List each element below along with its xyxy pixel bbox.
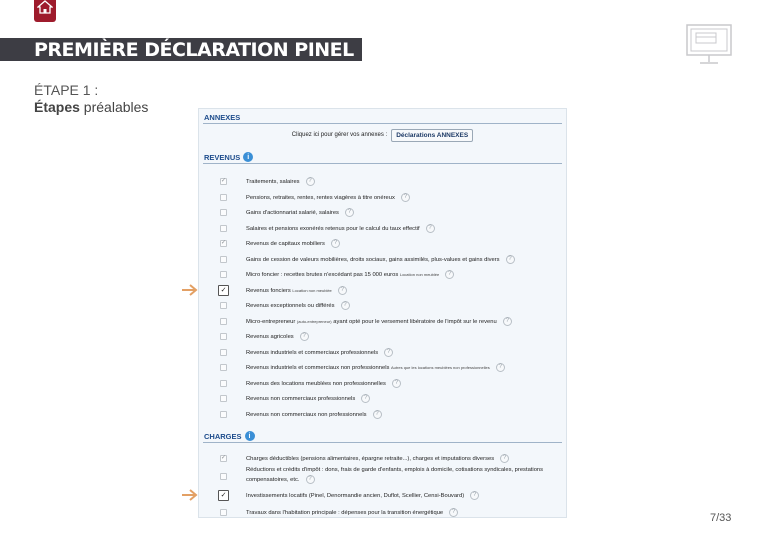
help-icon[interactable]: ? — [306, 475, 315, 484]
item-label-text: Revenus exceptionnels ou différés — [246, 303, 335, 310]
step-title-rest: préalables — [79, 99, 149, 115]
checkbox[interactable] — [220, 473, 227, 480]
checkbox[interactable] — [220, 302, 227, 309]
item-label — [246, 332, 309, 341]
list-item — [199, 205, 566, 220]
item-label-text: Travaux dans l'habitation principale : dépenses pour la transition énergétique — [246, 510, 444, 517]
item-label — [246, 394, 370, 403]
checkbox[interactable] — [220, 194, 227, 201]
help-icon[interactable]: ? — [373, 410, 382, 419]
help-icon[interactable]: ? — [392, 379, 401, 388]
list-item — [199, 190, 566, 205]
item-label-text: Revenus de capitaux mobiliers — [246, 241, 325, 248]
item-label-text: Gains de cession de valeurs mobilières, droits sociaux, gains assimilés, plus-values et gains divers — [246, 256, 500, 263]
list-item — [199, 360, 566, 375]
item-label — [246, 454, 509, 463]
item-label — [246, 255, 515, 264]
checkbox[interactable]: ✓ — [221, 455, 227, 461]
list-item — [199, 391, 566, 406]
item-label — [246, 270, 454, 279]
revenus-title: REVENUS — [204, 152, 241, 162]
help-icon[interactable]: ? — [384, 348, 393, 357]
item-label-text: Revenus non commerciaux non professionnels — [246, 411, 367, 418]
help-icon[interactable]: ? — [445, 270, 454, 279]
item-label-text: ayant opté pour le versement libératoire de l'impôt sur le revenu — [331, 318, 497, 325]
checkbox[interactable] — [220, 395, 227, 402]
help-icon[interactable]: ? — [338, 286, 347, 295]
item-label — [246, 177, 315, 186]
item-label — [246, 301, 350, 310]
help-icon[interactable]: ? — [470, 491, 479, 500]
help-icon[interactable]: ? — [341, 301, 350, 310]
list-item — [199, 505, 566, 518]
help-icon[interactable]: ? — [331, 239, 340, 248]
checkbox[interactable]: ✓ — [221, 240, 227, 246]
step-title-bold: Étapes — [34, 99, 80, 115]
help-icon[interactable]: ? — [345, 208, 354, 217]
checkbox[interactable] — [220, 318, 227, 325]
help-icon[interactable]: ? — [306, 177, 315, 186]
declaration-form — [198, 108, 567, 518]
item-label — [246, 286, 347, 295]
item-label-text: Réductions et crédits d'impôt : dons, frais de garde d'enfants, emplois à domicile, cotisations syndicales, prestations compensatoires, etc. — [246, 467, 544, 484]
charges-title: CHARGES — [204, 431, 242, 441]
help-icon[interactable]: ? — [449, 508, 458, 517]
checkbox[interactable] — [220, 380, 227, 387]
step-title — [34, 99, 148, 115]
list-item — [199, 252, 566, 267]
item-label-text: Micro-entrepreneur — [246, 318, 296, 325]
help-icon[interactable]: ? — [361, 394, 370, 403]
annexes-prompt: Cliquez ici pour gérer vos annexes : — [291, 132, 388, 138]
item-label — [246, 208, 354, 217]
divider — [203, 123, 562, 124]
item-label — [246, 491, 479, 500]
checkbox[interactable] — [220, 209, 227, 216]
checkbox[interactable]: ✓ — [221, 178, 227, 184]
item-label-text: Traitements, salaires — [246, 179, 300, 186]
charges-heading — [204, 431, 255, 441]
checkbox[interactable] — [220, 364, 227, 371]
item-label-text: Salaires et pensions exonérés retenus pour le calcul du taux effectif — [246, 225, 420, 232]
help-icon[interactable]: ? — [426, 224, 435, 233]
list-item — [199, 376, 566, 391]
item-note: Location non meublée — [292, 287, 332, 293]
checkbox[interactable]: ✓ — [218, 285, 229, 296]
info-icon[interactable]: i — [243, 152, 253, 162]
list-item — [199, 465, 566, 487]
annexes-row — [199, 127, 566, 143]
arrow-icon — [181, 489, 198, 501]
item-label-text: Pensions, retraites, rentes, rentes viagères à titre onéreux — [246, 194, 395, 201]
step-number: ÉTAPE 1 : — [34, 82, 99, 98]
annexes-title: ANNEXES — [204, 113, 241, 122]
item-label — [246, 466, 556, 485]
checkbox[interactable] — [220, 349, 227, 356]
help-icon[interactable]: ? — [506, 255, 515, 264]
item-label-text: Investissements locatifs (Pinel, Denormandie ancien, Duflot, Scellier, Censi-Bouvard) — [246, 493, 465, 500]
checkbox[interactable] — [220, 411, 227, 418]
help-icon[interactable]: ? — [500, 454, 509, 463]
help-icon[interactable]: ? — [401, 193, 410, 202]
item-label-text: Revenus non commerciaux professionnels — [246, 396, 356, 403]
item-label-text: Charges déductibles (pensions alimentaires, épargne retraite...), charges et imputations diverses — [246, 456, 495, 463]
item-label-text: Revenus industriels et commerciaux professionnels — [246, 349, 379, 356]
help-icon[interactable]: ? — [503, 317, 512, 326]
list-item — [199, 221, 566, 236]
divider — [203, 442, 562, 443]
item-label-text: Revenus des locations meublées non professionnelles — [246, 380, 386, 387]
item-label-text: Revenus fonciers — [246, 287, 291, 294]
checkbox[interactable] — [220, 225, 227, 232]
list-item — [199, 314, 566, 329]
monitor-icon — [684, 20, 734, 70]
list-item — [199, 298, 566, 313]
list-item — [199, 451, 566, 466]
item-label — [246, 410, 382, 419]
list-item — [199, 283, 566, 298]
item-note: (auto-entrepreneur) — [296, 318, 332, 324]
divider — [203, 163, 562, 164]
item-label — [246, 379, 401, 388]
item-label — [246, 348, 393, 357]
item-label — [246, 508, 458, 517]
item-label-text: Revenus agricoles — [246, 334, 294, 341]
help-icon[interactable]: ? — [300, 332, 309, 341]
list-item — [199, 236, 566, 251]
page-title-bar — [0, 38, 362, 61]
annexes-heading — [204, 113, 240, 122]
list-item — [199, 267, 566, 282]
help-icon[interactable]: ? — [496, 363, 505, 372]
list-item — [199, 407, 566, 422]
revenus-heading — [204, 152, 253, 162]
checkbox[interactable] — [220, 333, 227, 340]
page-title: PREMIÈRE DÉCLARATION PINEL — [34, 38, 354, 61]
info-icon[interactable]: i — [245, 431, 255, 441]
list-item — [199, 345, 566, 360]
home-icon[interactable] — [34, 0, 56, 22]
list-item — [199, 488, 566, 503]
arrow-icon — [181, 284, 198, 296]
item-label — [246, 239, 340, 248]
item-note: Location non meublée — [399, 272, 440, 278]
checkbox[interactable] — [220, 509, 227, 516]
page-number: 7/33 — [710, 512, 732, 524]
checkbox[interactable]: ✓ — [218, 490, 229, 501]
annexes-button[interactable]: Déclarations ANNEXES — [391, 129, 473, 142]
list-item — [199, 329, 566, 344]
item-label — [246, 363, 505, 372]
item-label-text: Revenus industriels et commerciaux non professionnels — [246, 365, 390, 372]
item-note: Autres que les locations meublées non professionnelles — [391, 365, 490, 371]
checkbox[interactable] — [220, 271, 227, 278]
checkbox[interactable] — [220, 256, 227, 263]
item-label-text: Gains d'actionnariat salarié, salaires — [246, 210, 339, 217]
item-label — [246, 193, 410, 202]
list-item — [199, 174, 566, 189]
item-label — [246, 317, 512, 326]
item-label-text: Micro foncier : recettes brutes n'excédant pas 15 000 euros — [246, 272, 399, 279]
item-label — [246, 224, 435, 233]
